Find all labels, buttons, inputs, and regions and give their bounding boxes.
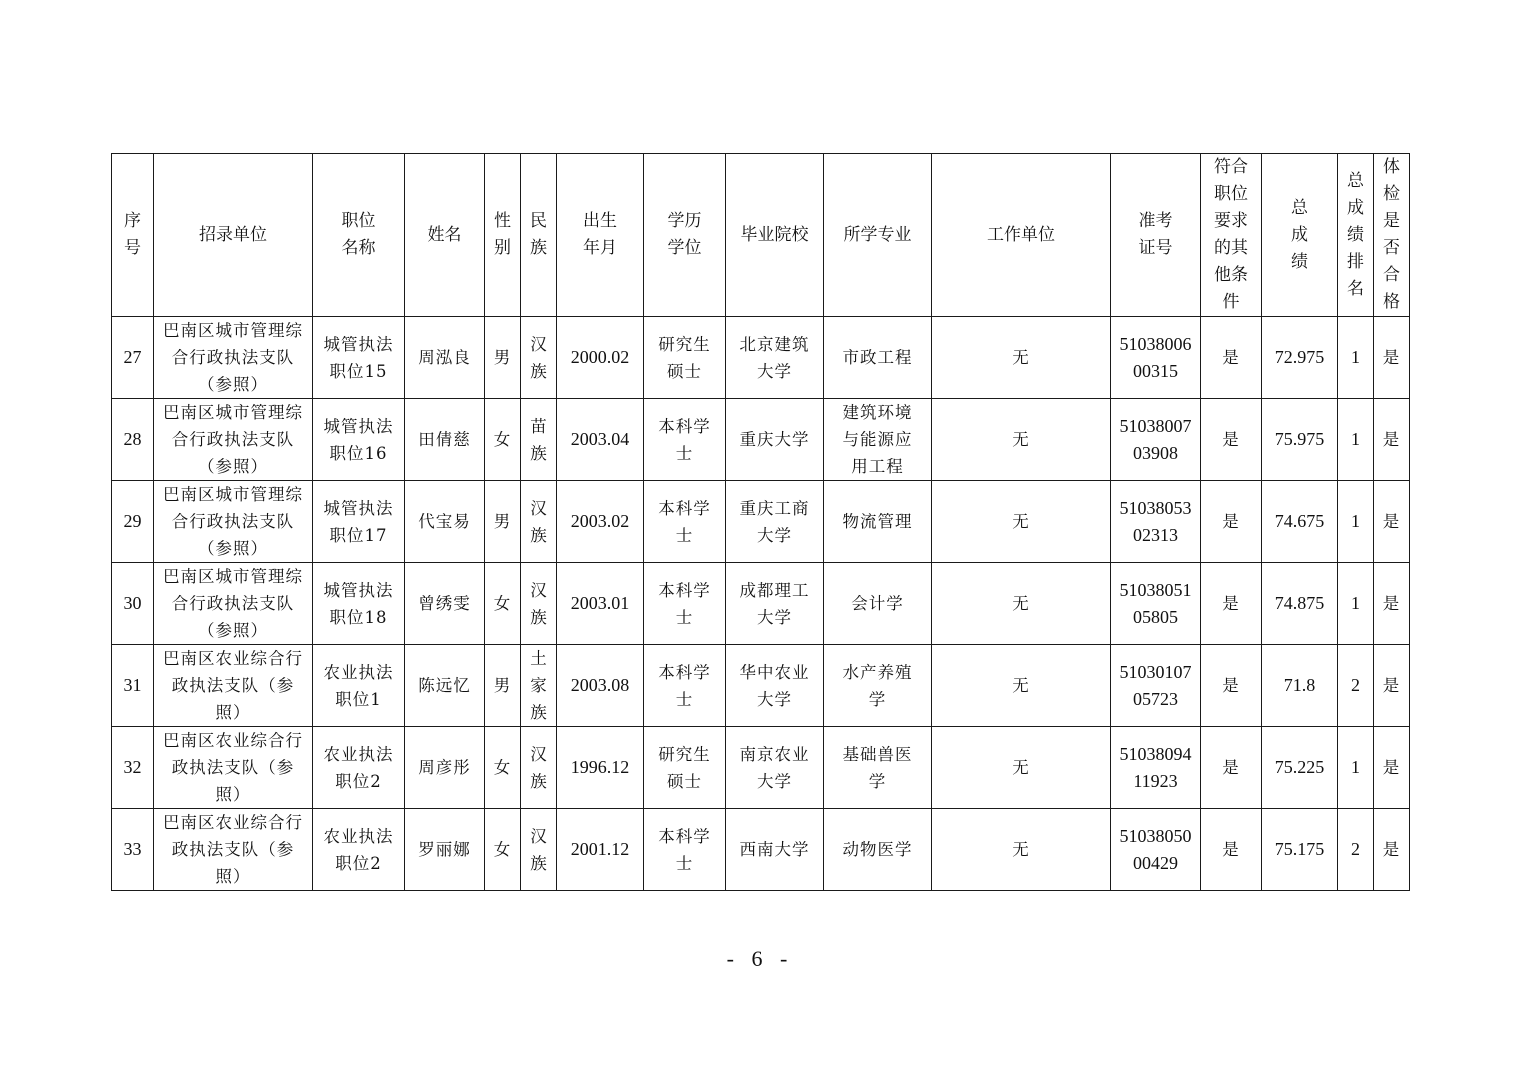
table-row xyxy=(112,317,1410,399)
cell-position: 农业执法职位1 xyxy=(313,645,405,727)
cell-education: 本科学士 xyxy=(644,399,726,481)
cell-exam-no: 5103805302313 xyxy=(1111,481,1201,563)
cell-employer: 无 xyxy=(932,563,1111,645)
header-unit: 招录单位 xyxy=(154,154,313,317)
cell-school: 华中农业大学 xyxy=(726,645,824,727)
cell-unit: 巴南区城市管理综合行政执法支队（参照） xyxy=(154,399,313,481)
cell-major: 会计学 xyxy=(824,563,932,645)
cell-position: 城管执法职位18 xyxy=(313,563,405,645)
results-table-body xyxy=(112,317,1410,891)
cell-total-score: 74.675 xyxy=(1262,481,1338,563)
cell-name: 罗丽娜 xyxy=(405,809,485,891)
cell-major: 建筑环境与能源应用工程 xyxy=(824,399,932,481)
header-gender: 性别 xyxy=(485,154,521,317)
cell-employer: 无 xyxy=(932,481,1111,563)
cell-birth: 2003.04 xyxy=(557,399,644,481)
cell-education: 研究生硕士 xyxy=(644,727,726,809)
cell-exam-no: 5103800703908 xyxy=(1111,399,1201,481)
cell-name: 周泓良 xyxy=(405,317,485,399)
cell-gender: 男 xyxy=(485,645,521,727)
cell-unit: 巴南区农业综合行政执法支队（参照） xyxy=(154,645,313,727)
header-exam-no: 准考证号 xyxy=(1111,154,1201,317)
cell-employer: 无 xyxy=(932,645,1111,727)
cell-seq: 30 xyxy=(112,563,154,645)
cell-physical: 是 xyxy=(1374,317,1410,399)
cell-major: 水产养殖学 xyxy=(824,645,932,727)
table-row xyxy=(112,481,1410,563)
header-birth: 出生年月 xyxy=(557,154,644,317)
cell-other-conditions: 是 xyxy=(1201,317,1262,399)
cell-employer: 无 xyxy=(932,399,1111,481)
cell-education: 研究生硕士 xyxy=(644,317,726,399)
cell-birth: 2001.12 xyxy=(557,809,644,891)
cell-rank: 1 xyxy=(1338,727,1374,809)
cell-physical: 是 xyxy=(1374,809,1410,891)
cell-education: 本科学士 xyxy=(644,481,726,563)
cell-ethnicity: 汉族 xyxy=(521,727,557,809)
cell-school: 重庆大学 xyxy=(726,399,824,481)
cell-school: 南京农业大学 xyxy=(726,727,824,809)
cell-rank: 1 xyxy=(1338,317,1374,399)
cell-ethnicity: 汉族 xyxy=(521,563,557,645)
header-name: 姓名 xyxy=(405,154,485,317)
cell-position: 城管执法职位17 xyxy=(313,481,405,563)
table-row xyxy=(112,727,1410,809)
cell-rank: 2 xyxy=(1338,809,1374,891)
cell-birth: 2003.01 xyxy=(557,563,644,645)
cell-ethnicity: 汉族 xyxy=(521,481,557,563)
cell-rank: 1 xyxy=(1338,481,1374,563)
cell-rank: 1 xyxy=(1338,563,1374,645)
cell-total-score: 75.975 xyxy=(1262,399,1338,481)
cell-seq: 28 xyxy=(112,399,154,481)
header-ethnicity: 民族 xyxy=(521,154,557,317)
cell-total-score: 75.175 xyxy=(1262,809,1338,891)
header-school: 毕业院校 xyxy=(726,154,824,317)
cell-school: 北京建筑大学 xyxy=(726,317,824,399)
cell-total-score: 71.8 xyxy=(1262,645,1338,727)
cell-name: 曾绣雯 xyxy=(405,563,485,645)
header-rank: 总成绩排名 xyxy=(1338,154,1374,317)
cell-name: 周彦彤 xyxy=(405,727,485,809)
cell-education: 本科学士 xyxy=(644,563,726,645)
cell-exam-no: 5103010705723 xyxy=(1111,645,1201,727)
cell-gender: 女 xyxy=(485,399,521,481)
cell-physical: 是 xyxy=(1374,563,1410,645)
cell-gender: 女 xyxy=(485,563,521,645)
cell-other-conditions: 是 xyxy=(1201,481,1262,563)
cell-unit: 巴南区农业综合行政执法支队（参照） xyxy=(154,809,313,891)
cell-birth: 2003.02 xyxy=(557,481,644,563)
cell-ethnicity: 汉族 xyxy=(521,809,557,891)
cell-other-conditions: 是 xyxy=(1201,645,1262,727)
table-row xyxy=(112,645,1410,727)
cell-birth: 1996.12 xyxy=(557,727,644,809)
cell-physical: 是 xyxy=(1374,645,1410,727)
cell-exam-no: 5103809411923 xyxy=(1111,727,1201,809)
cell-major: 物流管理 xyxy=(824,481,932,563)
cell-school: 成都理工大学 xyxy=(726,563,824,645)
header-row xyxy=(112,154,1410,317)
cell-seq: 27 xyxy=(112,317,154,399)
results-table-container xyxy=(111,153,1409,891)
cell-seq: 31 xyxy=(112,645,154,727)
cell-school: 西南大学 xyxy=(726,809,824,891)
header-total-score: 总成绩 xyxy=(1262,154,1338,317)
cell-total-score: 74.875 xyxy=(1262,563,1338,645)
cell-gender: 男 xyxy=(485,317,521,399)
cell-seq: 33 xyxy=(112,809,154,891)
cell-ethnicity: 土家族 xyxy=(521,645,557,727)
cell-education: 本科学士 xyxy=(644,809,726,891)
cell-ethnicity: 汉族 xyxy=(521,317,557,399)
cell-position: 农业执法职位2 xyxy=(313,727,405,809)
cell-physical: 是 xyxy=(1374,399,1410,481)
cell-unit: 巴南区城市管理综合行政执法支队（参照） xyxy=(154,317,313,399)
cell-position: 农业执法职位2 xyxy=(313,809,405,891)
cell-exam-no: 5103800600315 xyxy=(1111,317,1201,399)
cell-school: 重庆工商大学 xyxy=(726,481,824,563)
header-other-conditions: 符合职位要求的其他条件 xyxy=(1201,154,1262,317)
cell-unit: 巴南区农业综合行政执法支队（参照） xyxy=(154,727,313,809)
header-physical: 体检是否合格 xyxy=(1374,154,1410,317)
cell-other-conditions: 是 xyxy=(1201,399,1262,481)
header-employer: 工作单位 xyxy=(932,154,1111,317)
cell-exam-no: 5103805105805 xyxy=(1111,563,1201,645)
cell-position: 城管执法职位15 xyxy=(313,317,405,399)
cell-gender: 女 xyxy=(485,809,521,891)
header-seq: 序号 xyxy=(112,154,154,317)
cell-unit: 巴南区城市管理综合行政执法支队（参照） xyxy=(154,481,313,563)
table-row xyxy=(112,563,1410,645)
cell-seq: 29 xyxy=(112,481,154,563)
page-number: - 6 - xyxy=(726,946,794,971)
cell-employer: 无 xyxy=(932,317,1111,399)
cell-exam-no: 5103805000429 xyxy=(1111,809,1201,891)
cell-major: 基础兽医学 xyxy=(824,727,932,809)
cell-birth: 2000.02 xyxy=(557,317,644,399)
cell-name: 代宝易 xyxy=(405,481,485,563)
cell-rank: 1 xyxy=(1338,399,1374,481)
cell-birth: 2003.08 xyxy=(557,645,644,727)
cell-physical: 是 xyxy=(1374,481,1410,563)
cell-major: 动物医学 xyxy=(824,809,932,891)
cell-physical: 是 xyxy=(1374,727,1410,809)
results-table xyxy=(111,153,1410,891)
cell-rank: 2 xyxy=(1338,645,1374,727)
cell-major: 市政工程 xyxy=(824,317,932,399)
table-row xyxy=(112,809,1410,891)
header-education: 学历学位 xyxy=(644,154,726,317)
header-major: 所学专业 xyxy=(824,154,932,317)
cell-other-conditions: 是 xyxy=(1201,563,1262,645)
cell-name: 陈远忆 xyxy=(405,645,485,727)
cell-other-conditions: 是 xyxy=(1201,727,1262,809)
table-row xyxy=(112,399,1410,481)
cell-name: 田倩慈 xyxy=(405,399,485,481)
cell-employer: 无 xyxy=(932,809,1111,891)
cell-ethnicity: 苗族 xyxy=(521,399,557,481)
cell-education: 本科学士 xyxy=(644,645,726,727)
header-position: 职位名称 xyxy=(313,154,405,317)
cell-position: 城管执法职位16 xyxy=(313,399,405,481)
cell-total-score: 72.975 xyxy=(1262,317,1338,399)
cell-other-conditions: 是 xyxy=(1201,809,1262,891)
cell-gender: 男 xyxy=(485,481,521,563)
cell-employer: 无 xyxy=(932,727,1111,809)
cell-total-score: 75.225 xyxy=(1262,727,1338,809)
cell-unit: 巴南区城市管理综合行政执法支队（参照） xyxy=(154,563,313,645)
cell-gender: 女 xyxy=(485,727,521,809)
cell-seq: 32 xyxy=(112,727,154,809)
